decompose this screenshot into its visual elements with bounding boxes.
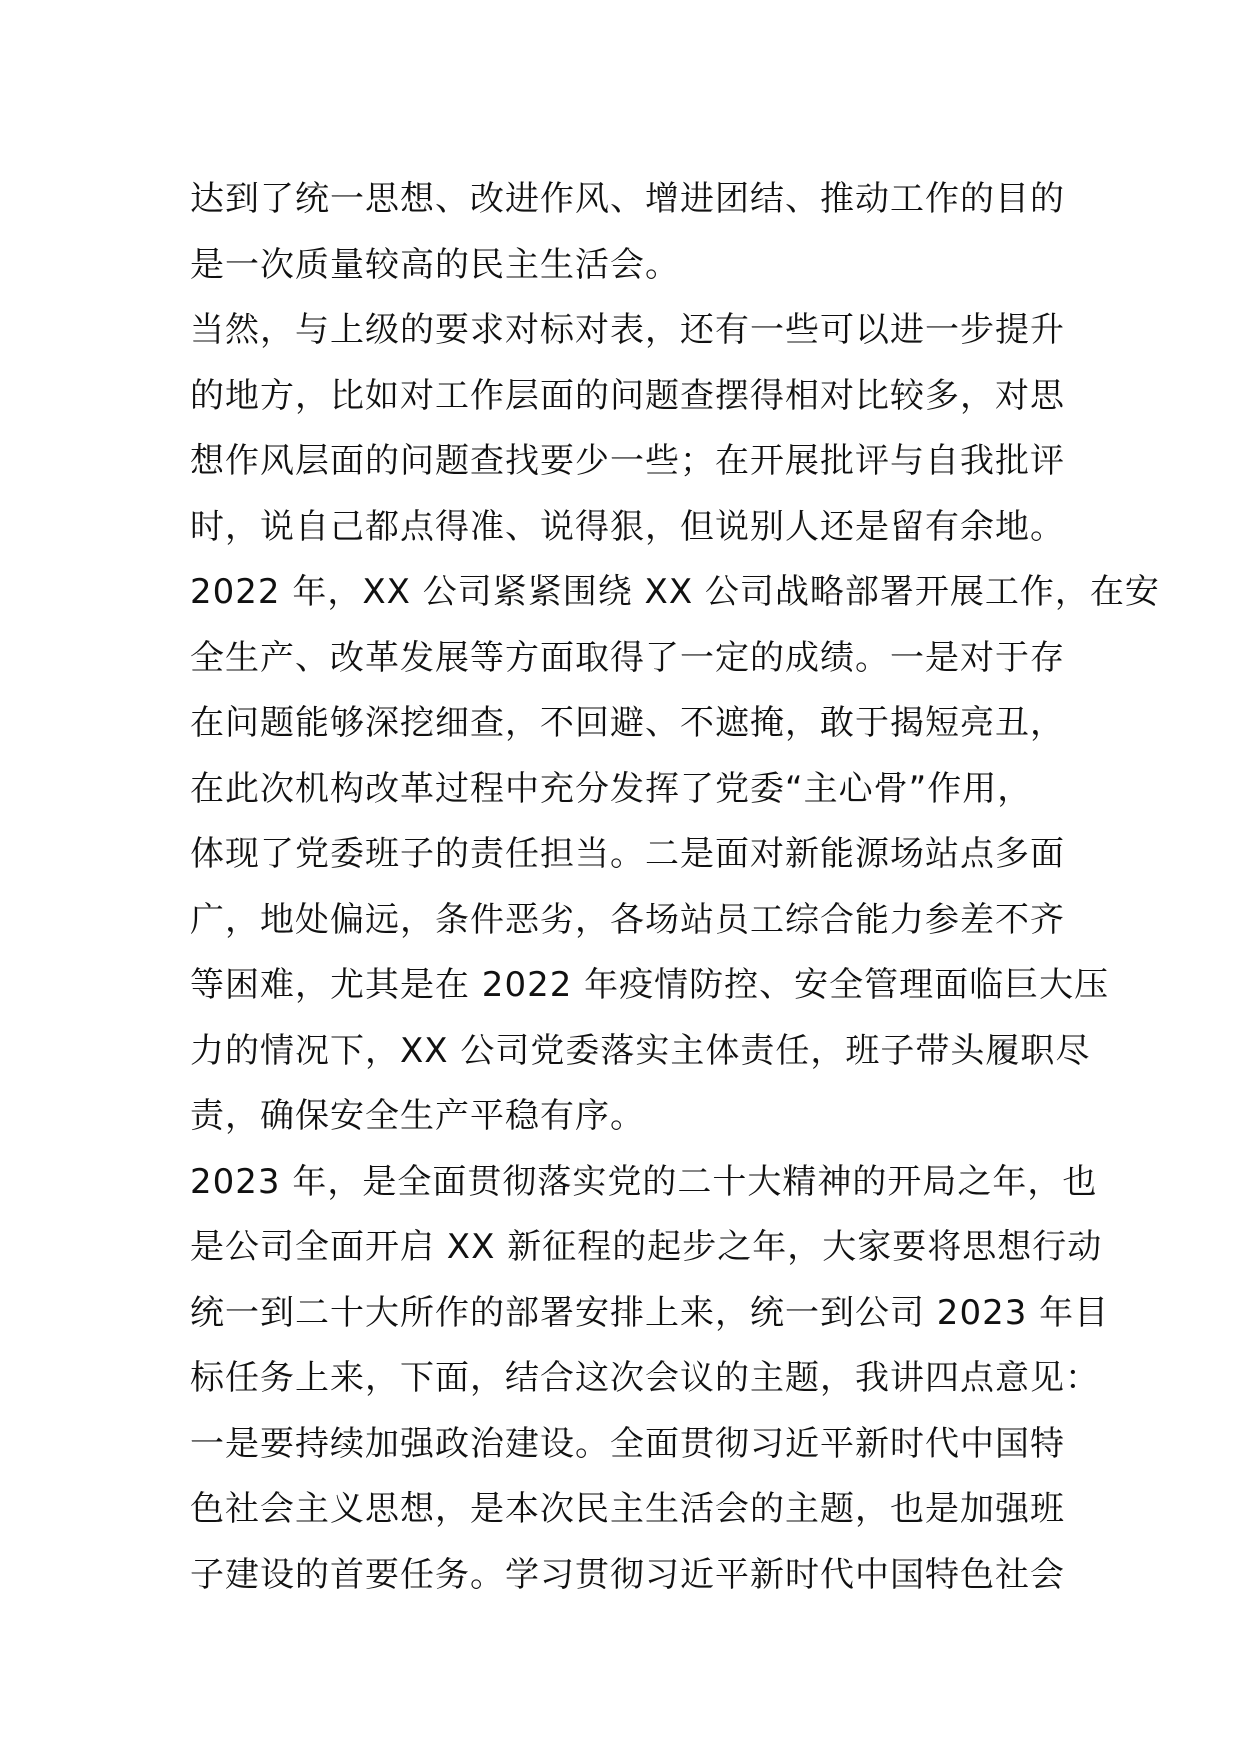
text-line: 当然，与上级的要求对标对表，还有一些可以进一步提升 <box>190 310 1065 350</box>
text-line: 全生产、改革发展等方面取得了一定的成绩。一是对于存 <box>190 637 1065 678</box>
text-line: 等困难，尤其是在 2022 年疫情防控、安全管理面临巨大压 <box>190 965 1110 1005</box>
text-line: 色社会主义思想，是本次民主生活会的主题，也是加强班 <box>190 1489 1065 1529</box>
text-line: 一是要持续加强政治建设。全面贯彻习近平新时代中国特 <box>190 1423 1065 1464</box>
text-line: 标任务上来，下面，结合这次会议的主题，我讲四点意见： <box>190 1358 1100 1398</box>
text-line: 在此次机构改革过程中充分发挥了党委“主心骨”作用， <box>190 768 1033 809</box>
document-body <box>190 167 1160 1608</box>
text-line: 广，地处偏远，条件恶劣，各场站员工综合能力参差不齐 <box>190 899 1065 940</box>
text-line: 的地方，比如对工作层面的问题查摆得相对比较多，对思 <box>190 375 1065 416</box>
text-line: 是公司全面开启 XX 新征程的起步之年，大家要将思想行动 <box>190 1227 1103 1267</box>
text-line: 责，确保安全生产平稳有序。 <box>190 1096 645 1136</box>
text-line: 力的情况下，XX 公司党委落实主体责任，班子带头履职尽 <box>190 1030 1091 1071</box>
text-line: 2022 年，XX 公司紧紧围绕 XX 公司战略部署开展工作，在安 <box>190 572 1160 612</box>
text-line: 体现了党委班子的责任担当。二是面对新能源场站点多面 <box>190 834 1065 874</box>
text-line: 是一次质量较高的民主生活会。 <box>190 244 680 285</box>
text-line: 在问题能够深挖细查，不回避、不遮掩，敢于揭短亮丑， <box>190 703 1065 743</box>
text-line: 想作风层面的问题查找要少一些；在开展批评与自我批评 <box>190 441 1065 481</box>
text-line: 达到了统一思想、改进作风、增进团结、推动工作的目的 <box>190 179 1065 219</box>
text-line: 时，说自己都点得准、说得狠，但说别人还是留有余地。 <box>190 506 1065 547</box>
text-line: 子建设的首要任务。学习贯彻习近平新时代中国特色社会 <box>190 1554 1065 1595</box>
text-line: 2023 年，是全面贯彻落实党的二十大精神的开局之年，也 <box>190 1161 1098 1202</box>
text-line: 统一到二十大所作的部署安排上来，统一到公司 2023 年目 <box>190 1292 1110 1333</box>
